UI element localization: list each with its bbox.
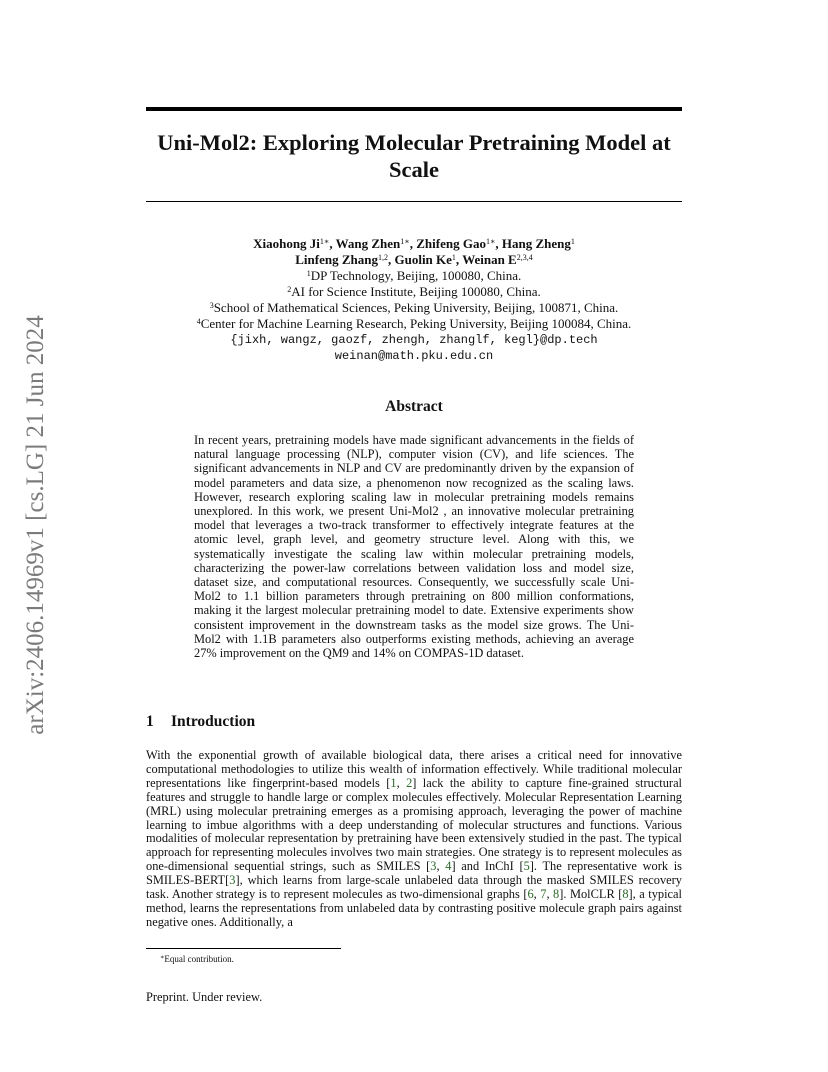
citation-link[interactable]: 1 [390, 775, 397, 790]
affiliation-number: 3 [209, 301, 214, 310]
author-name: Linfeng Zhang [295, 252, 378, 267]
abstract-heading: Abstract [385, 398, 443, 415]
intro-text: , [396, 775, 407, 790]
author-affiliation-mark: 1∗ [400, 237, 410, 246]
intro-text: ], a typical method, learns the representations from unlabeled data by contrasting positive molecule graph pairs against negative ones. Additionally, a [146, 887, 682, 929]
affiliation-number: 2 [287, 285, 292, 294]
citation-link[interactable]: 3 [430, 859, 437, 874]
citation-link[interactable]: 8 [553, 887, 560, 902]
citation-link[interactable]: 4 [445, 859, 452, 874]
citation-link[interactable]: 6 [527, 887, 534, 902]
author-separator: , [455, 252, 463, 267]
intro-text: , [533, 887, 541, 902]
affiliation-number: 1 [306, 269, 311, 278]
author-affiliation-mark: 1∗ [485, 237, 496, 246]
citation-link[interactable]: 3 [229, 873, 236, 888]
intro-text: ] and InChI [ [451, 859, 524, 874]
affiliation-text: AI for Science Institute, Beijing 100080, China. [291, 284, 541, 299]
arxiv-id[interactable]: arXiv:2406.14969v1 [cs.LG] 21 Jun 2024 [22, 315, 49, 735]
intro-text: , [436, 859, 446, 874]
author-name: Weinan E [462, 252, 517, 267]
section-heading-introduction [146, 713, 255, 731]
title-rule-bottom [146, 201, 682, 202]
intro-text: , [546, 887, 554, 902]
citation-link[interactable]: 5 [523, 859, 530, 874]
author-name: Xiaohong Ji [253, 236, 320, 251]
section-number: 1 [146, 713, 154, 730]
email-line-1[interactable]: {jixh, wangz, gaozf, zhengh, zhanglf, kegl}@dp.tech [230, 333, 598, 347]
intro-text: ], which learns from large-scale unlabeled data through the masked SMILES recovery task. Another strategy is to represent molecules as two-dimensional graphs [ [146, 873, 682, 902]
citation-link[interactable]: 8 [622, 887, 629, 902]
author-separator: , [329, 236, 336, 251]
author-name: Wang Zhen [335, 236, 401, 251]
abstract-text: In recent years, pretraining models have made significant advancements in the fields of natural language processing (NLP), computer vision (CV), and life sciences. The significant advancements in NLP and CV are predominantly driven by the expansion of model parameters and data size, a phenomenon now recognized as the scaling laws. However, research exploring scaling law in molecular pretraining models remains unexplored. In this work, we present Uni-Mol2 , an innovative molecular pretraining model that leverages a two-track transformer to effectively integrate features at the atomic level, graph level, and geometry structure level. Along with this, we systematically investigate the scaling law within molecular pretraining models, characterizing the power-law correlations between validation loss and model size, dataset size, and computational resources. Consequently, we successfully scale Uni-Mol2 to 1.1 billion parameters through pretraining on 800 million conformations, making it the largest molecular pretraining model to date. Extensive experiments show consistent improvement in the downstream tasks as the model size grows. The Uni-Mol2 with 1.1B parameters also outperforms existing methods, achieving an average 27% improvement on the QM9 and 14% on COMPAS-1D dataset. [194, 433, 634, 661]
author-separator: , [409, 236, 417, 251]
introduction-paragraph [146, 749, 682, 930]
affiliation-line [146, 316, 682, 332]
intro-text: ]. The representative work is SMILES-BERT[ [146, 859, 682, 888]
author-name: Guolin Ke [394, 252, 452, 267]
affiliation-number: 4 [196, 317, 201, 326]
paper-title: Uni-Mol2: Exploring Molecular Pretraining Model at Scale [157, 130, 671, 182]
section-title: Introduction [171, 713, 256, 730]
footnote-mark: ∗ [160, 954, 165, 961]
arxiv-stamp [20, 290, 52, 760]
author-line-2 [146, 252, 682, 268]
citation-link[interactable]: 2 [406, 775, 413, 790]
footnote-text: Equal contribution. [164, 954, 234, 964]
author-separator: , [495, 236, 502, 251]
intro-text: ]. MolCLR [ [559, 887, 623, 902]
affiliation-line [146, 268, 682, 284]
affiliation-list [146, 268, 682, 332]
citation-link[interactable]: 7 [540, 887, 547, 902]
affiliation-text: Center for Machine Learning Research, Peking University, Beijing 100084, China. [200, 316, 632, 331]
email-line-2[interactable]: weinan@math.pku.edu.cn [334, 349, 494, 363]
author-name: Zhifeng Gao [416, 236, 486, 251]
footnote [160, 954, 234, 964]
affiliation-text: DP Technology, Beijing, 100080, China. [310, 268, 522, 283]
preprint-note: Preprint. Under review. [146, 990, 263, 1004]
footnote-rule [146, 948, 341, 949]
author-line-1 [146, 236, 682, 252]
author-block [146, 236, 682, 364]
affiliation-line [146, 284, 682, 300]
affiliation-line [146, 300, 682, 316]
author-affiliation-mark: 1 [570, 237, 575, 246]
title-rule-top [146, 107, 682, 111]
author-name: Hang Zheng [501, 236, 571, 251]
author-separator: , [387, 252, 395, 267]
intro-text: ] lack the ability to capture fine-grained structural features and struggle to handle large or complex molecules effectively. Molecular Representation Learning (MRL) using molecular pretraining emerges as a promising approach, leveraging the power of machine learning to imbue algorithms with a deep understanding of molecular structures and functions. Various modalities of molecular representation by pretraining have been extensively studied in the past. The typical approach for representing molecules involves two main strategies. One strategy is to represent molecules as one-dimensional sequential strings, such as SMILES [ [146, 775, 683, 874]
author-affiliation-mark: 1∗ [319, 237, 330, 246]
author-affiliation-mark: 1 [451, 253, 456, 262]
affiliation-text: School of Mathematical Sciences, Peking University, Beijing, 100871, China. [213, 300, 619, 315]
intro-text: With the exponential growth of available biological data, there arises a critical need for innovative computational methodologies to utilize this wealth of information effectively. While traditional molecular representations like fingerprint-based models [ [146, 748, 682, 790]
author-affiliation-mark: 1,2 [377, 253, 388, 262]
author-affiliation-mark: 2,3,4 [516, 253, 533, 262]
